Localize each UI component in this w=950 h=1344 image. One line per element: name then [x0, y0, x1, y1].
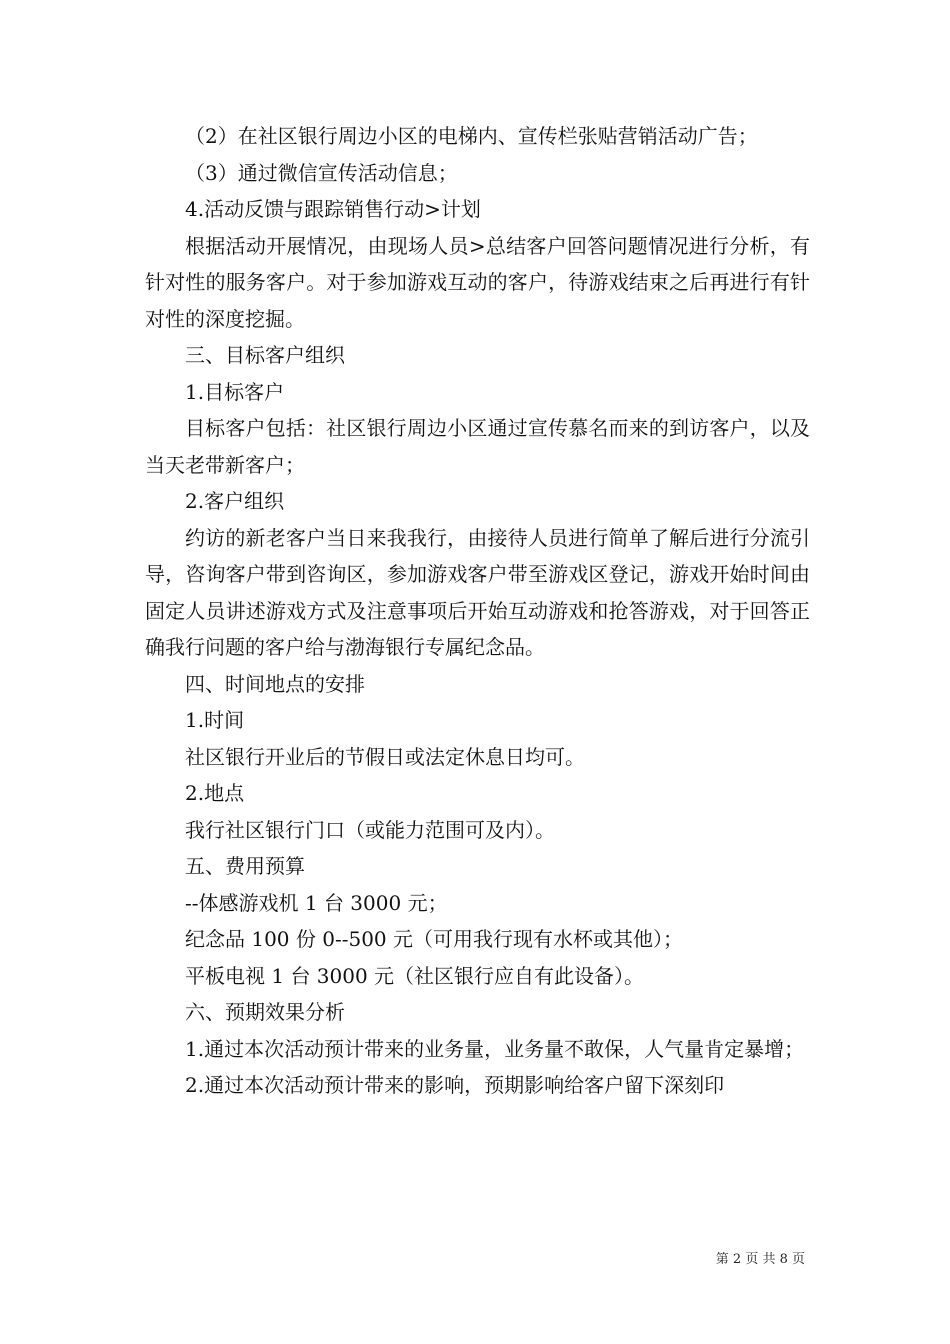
section-heading: 四、时间地点的安排	[185, 671, 365, 696]
subsection-heading: 1.目标客户	[185, 379, 285, 404]
section-heading: 六、预期效果分析	[185, 1000, 345, 1024]
document-body	[145, 118, 810, 1104]
paragraph: 根据活动开展情况，由现场人员>总结客户回答问题情况进行分析，有针对性的服务客户。对于参加游戏互动的客户，待游戏结束之后再进行有针对性的深度挖掘。	[145, 233, 810, 331]
paragraph: 社区银行开业后的节假日或法定休息日均可。	[185, 744, 585, 769]
paragraph: （2）在社区银行周边小区的电梯内、宣传栏张贴营销活动广告；	[185, 124, 758, 148]
paragraph: 我行社区银行门口（或能力范围可及内）。	[185, 817, 555, 842]
section-heading: 五、费用预算	[185, 854, 305, 878]
paragraph: 约访的新老客户当日来我我行，由接待人员进行简单了解后进行分流引导，咨询客户带到咨询区，参加游戏客户带至游戏区登记，游戏开始时间由固定人员讲述游戏方式及注意事项后开始互动游戏和抢答游戏，对于回答正确我行问题的客户给与渤海银行专属纪念品。	[145, 525, 810, 659]
subsection-heading: 1.时间	[185, 708, 245, 732]
budget-item: 平板电视 1 台 3000 元（社区银行应自有此设备）。	[185, 963, 645, 988]
budget-item: --体感游戏机 1 台 3000 元；	[185, 890, 448, 915]
section-heading: 4.活动反馈与跟踪销售行动>计划	[185, 197, 481, 221]
paragraph: 1.通过本次活动预计带来的业务量，业务量不敢保，人气量肯定暴增；	[185, 1036, 805, 1061]
paragraph: （3）通过微信宣传活动信息；	[185, 160, 458, 185]
section-heading: 三、目标客户组织	[185, 343, 345, 367]
subsection-heading: 2.地点	[185, 781, 245, 805]
budget-item: 纪念品 100 份 0--500 元（可用我行现有水杯或其他）；	[185, 927, 684, 951]
paragraph: 目标客户包括：社区银行周边小区通过宣传慕名而来的到访客户，以及当天老带新客户；	[145, 416, 810, 477]
subsection-heading: 2.客户组织	[185, 489, 285, 513]
paragraph: 2.通过本次活动预计带来的影响，预期影响给客户留下深刻印	[185, 1073, 725, 1097]
page-number: 第 2 页 共 8 页	[715, 1252, 805, 1267]
